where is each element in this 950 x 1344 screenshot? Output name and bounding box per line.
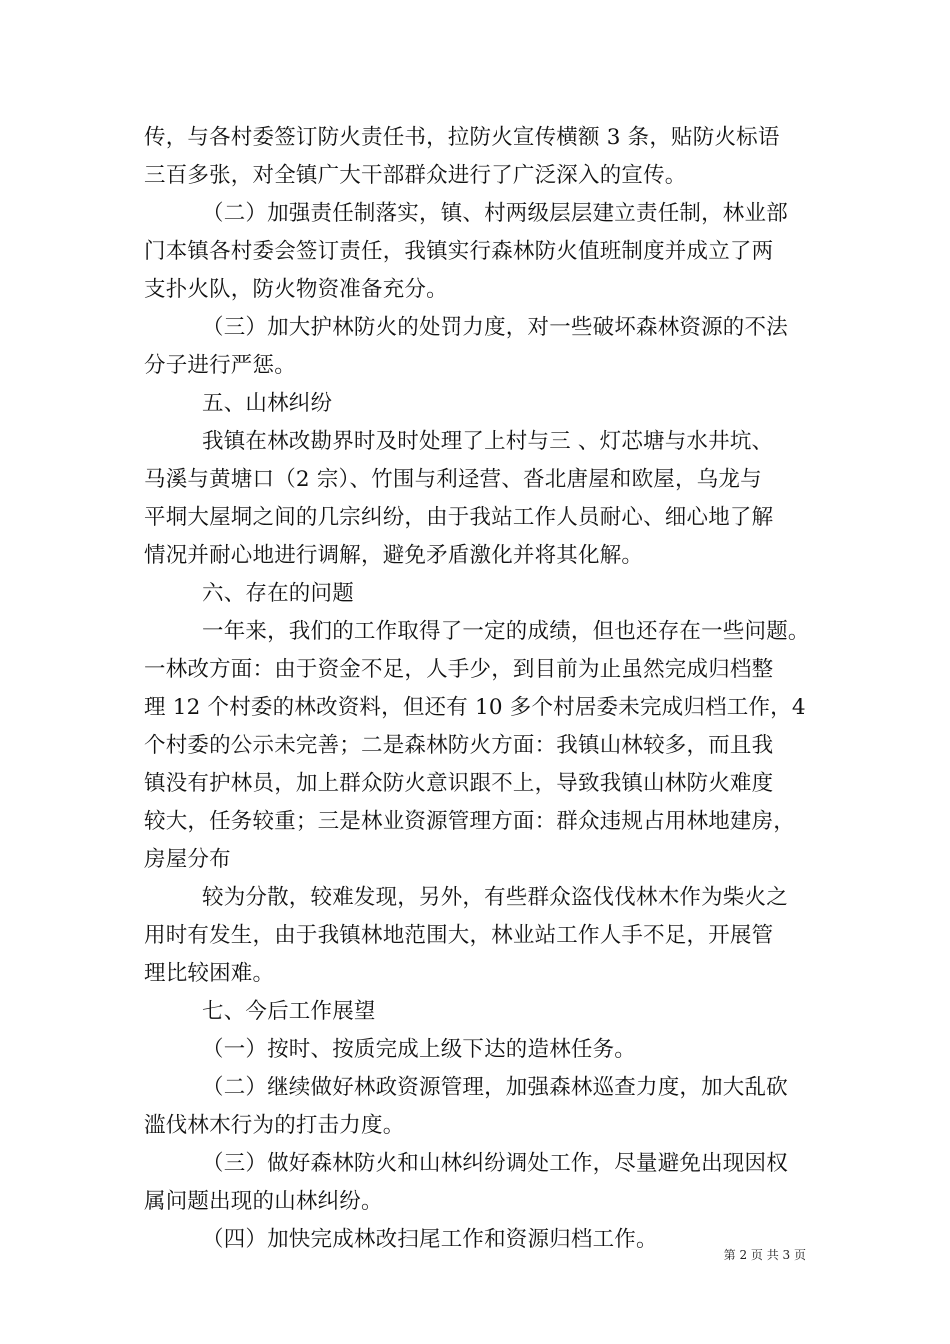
text-line: 情况并耐心地进行调解，避免矛盾激化并将其化解。 bbox=[144, 543, 644, 568]
text-line: 分子进行严惩。 bbox=[144, 353, 296, 378]
text-line: 支扑火队，防火物资准备充分。 bbox=[144, 277, 448, 302]
text-line: 一年来，我们的工作取得了一定的成绩，但也还存在一些问题。 bbox=[202, 619, 810, 644]
text-line: 五、山林纠纷 bbox=[202, 391, 333, 416]
text-line: 六、存在的问题 bbox=[202, 581, 354, 606]
text-line: 属问题出现的山林纠纷。 bbox=[144, 1189, 383, 1214]
text-line: 平垌大屋垌之间的几宗纠纷，由于我站工作人员耐心、细心地了解 bbox=[144, 505, 774, 530]
text-line: （四）加快完成林改扫尾工作和资源归档工作。 bbox=[202, 1227, 658, 1252]
text-line: 我镇在林改勘界时及时处理了上村与三 、灯芯塘与水井坑、 bbox=[202, 429, 774, 454]
text-line: （二）加强责任制落实，镇、村两级层层建立责任制，林业部 bbox=[202, 201, 788, 226]
text-line: 传，与各村委签订防火责任书，拉防火宣传横额 3 条，贴防火标语 bbox=[144, 125, 780, 150]
text-line: （三）做好森林防火和山林纠纷调处工作，尽量避免出现因权 bbox=[202, 1151, 788, 1176]
text-line: 一林改方面：由于资金不足，人手少，到目前为止虽然完成归档整 bbox=[144, 657, 774, 682]
text-line: 用时有发生，由于我镇林地范围大，林业站工作人手不足，开展管 bbox=[144, 923, 774, 948]
text-line: 较大，任务较重；三是林业资源管理方面：群众违规占用林地建房， bbox=[144, 809, 796, 834]
text-line: 马溪与黄塘口（2 宗）、竹围与利迳营、沓北唐屋和欧屋，乌龙与 bbox=[144, 467, 762, 492]
text-line: 滥伐林木行为的打击力度。 bbox=[144, 1113, 405, 1138]
text-line: 个村委的公示未完善；二是森林防火方面：我镇山林较多，而且我 bbox=[144, 733, 774, 758]
text-line: （二）继续做好林政资源管理，加强森林巡查力度，加大乱砍 bbox=[202, 1075, 788, 1100]
page-number: 第 2 页 共 3 页 bbox=[723, 1248, 806, 1262]
text-line: 镇没有护林员，加上群众防火意识跟不上，导致我镇山林防火难度 bbox=[144, 771, 774, 796]
text-line: 七、今后工作展望 bbox=[202, 999, 376, 1024]
text-line: 理 12 个村委的林改资料，但还有 10 多个村居委未完成归档工作，4 bbox=[144, 695, 806, 720]
text-line: 理比较困难。 bbox=[144, 961, 275, 986]
text-line: 房屋分布 bbox=[144, 847, 231, 872]
text-line: 门本镇各村委会签订责任，我镇实行森林防火值班制度并成立了两 bbox=[144, 239, 774, 264]
text-line: 较为分散，较难发现，另外，有些群众盗伐伐林木作为柴火之 bbox=[202, 885, 788, 910]
text-line: （一）按时、按质完成上级下达的造林任务。 bbox=[202, 1037, 637, 1062]
text-line: 三百多张，对全镇广大干部群众进行了广泛深入的宣传。 bbox=[144, 163, 687, 188]
text-line: （三）加大护林防火的处罚力度，对一些破坏森林资源的不法 bbox=[202, 315, 788, 340]
document-body bbox=[144, 119, 814, 1259]
